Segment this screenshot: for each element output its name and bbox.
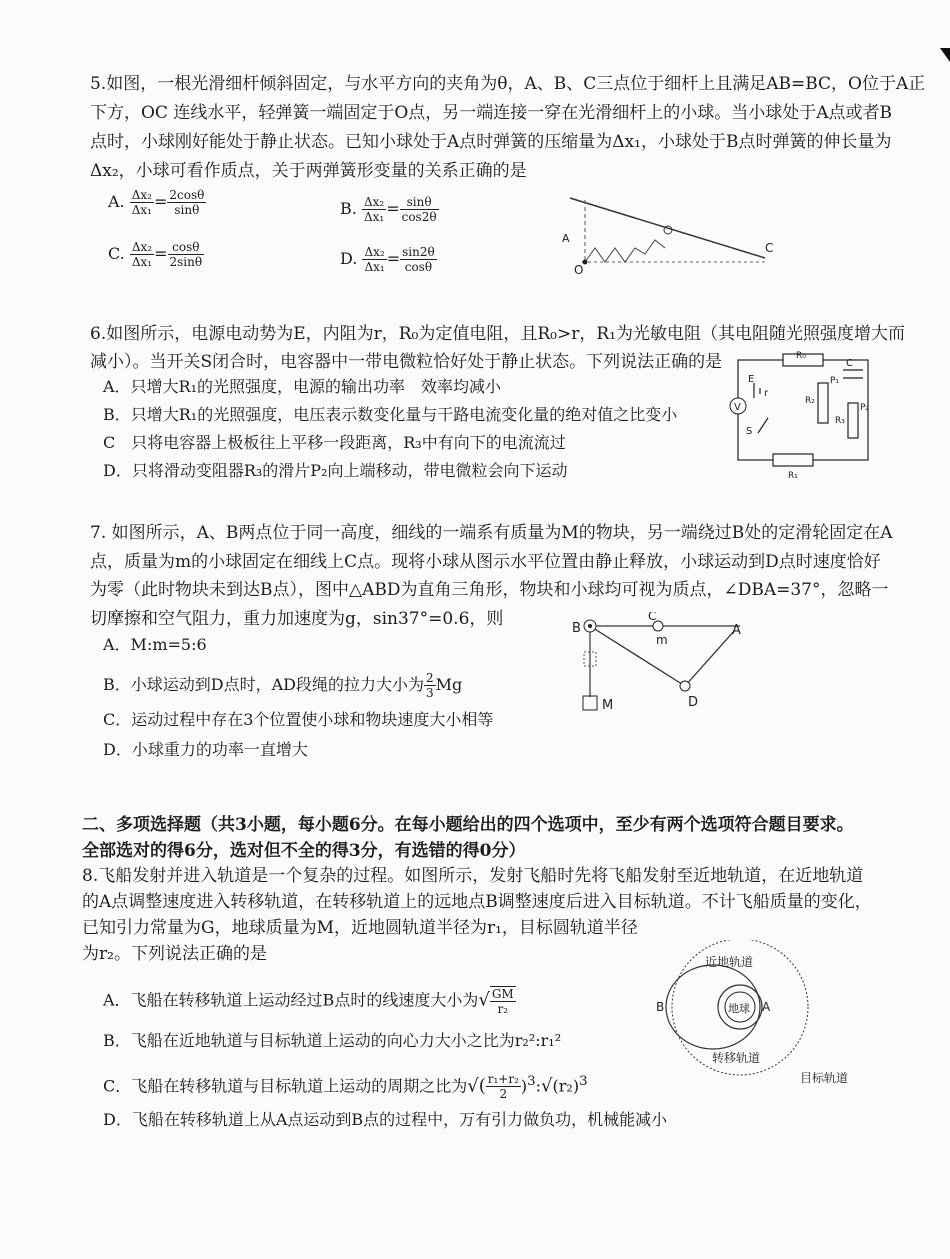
q7-line-4: 切摩擦和空气阻力，重力加速度为g，sin37°=0.6，则 — [90, 609, 504, 629]
q5-line-4: Δx₂，小球可看作质点，关于两弹簧形变量的关系正确的是 — [90, 161, 527, 181]
q6-label-r0: R₀ — [796, 351, 806, 361]
q8-line-1: 8.飞船发射并进入轨道是一个复杂的过程。如图所示，发射飞船时先将飞船发射至近地轨道，在近地轨道 — [82, 866, 864, 886]
q5-option-b: B. $\frac{\text{Δx₂}}{\text{Δx₁}}$ = $\frac{\sin\theta}{\cos 2\theta}$ — [340, 195, 437, 224]
q6-label-p2: P₂ — [860, 403, 870, 413]
q8-option-c: C．飞船在转移轨道与目标轨道上运动的周期之比为√( $\frac{\text{r₁+r₂}}{2}$ )$^3:√(r_2)^3$ — [103, 1072, 588, 1102]
q8-orbit-figure — [650, 940, 870, 1090]
section2-line-2: 全部选对的得6分，选对但不全的得3分，有选错的得0分） — [82, 841, 526, 861]
q6-line-1: 6.如图所示，电源电动势为E，内阻为r，R₀为定值电阻，且R₀>r，R₁为光敏电阻（其电阻随光照强度增大而 — [90, 324, 905, 344]
q8-label-earth: 地球 — [728, 1002, 750, 1015]
q7-label-a: A — [732, 623, 741, 638]
q5-figure — [560, 190, 780, 280]
q7-line-2: 点，质量为m的小球固定在细线上C点。现将小球从图示水平位置由静止释放，小球运动到D点时速度恰好 — [90, 552, 881, 572]
q6-label-e: E — [748, 374, 755, 385]
q6-label-r1: R₁ — [788, 471, 798, 481]
q5-line-3: 点时，小球刚好能处于静止状态。已知小球处于A点时弹簧的压缩量为Δx₁，小球处于B点时弹簧的伸长量为 — [90, 132, 892, 152]
q5-line-1: 5.如图，一根光滑细杆倾斜固定，与水平方向的夹角为θ，A、B、C三点位于细杆上且满足AB=BC，O位于A正 — [90, 74, 926, 94]
q8-line-4: 为r₂。下列说法正确的是 — [82, 944, 267, 964]
q6-label-r3: R₃ — [835, 416, 845, 426]
q6-option-c: C 只将电容器上极板往上平移一段距离，R₃中有向下的电流流过 — [103, 433, 566, 452]
q8-label-near: 近地轨道 — [705, 955, 754, 969]
q7-ball-d — [680, 681, 690, 691]
q7-label-b: B — [572, 621, 581, 636]
q6-label-r: r — [764, 388, 769, 399]
q7-option-d: D．小球重力的功率一直增大 — [103, 740, 308, 759]
q8-label-a: A — [762, 1000, 771, 1014]
q5-label-a: A — [562, 232, 570, 245]
q7-line-bd — [590, 626, 685, 686]
q7-pulley-axle — [588, 624, 592, 628]
q5-label-c: C — [765, 241, 774, 255]
section2-line-1: 二、多项选择题（共3小题，每小题6分。在每小题给出的四个选项中，至少有两个选项符合题目要求。 — [82, 815, 854, 835]
q7-option-c: C．运动过程中存在3个位置使小球和物块速度大小相等 — [103, 710, 494, 729]
q6-r1-box — [773, 454, 813, 466]
q8-label-b: B — [656, 1000, 665, 1014]
q6-label-c: C — [846, 358, 853, 369]
q7-block-m — [583, 696, 597, 710]
corner-mark — [940, 48, 950, 62]
q6-voltmeter-label: V — [734, 402, 741, 413]
q5-option-d: D. $\frac{\text{Δx₂}}{\text{Δx₁}}$ = $\frac{\sin 2\theta}{\cos\theta}$ — [340, 245, 435, 274]
q7-option-b: B．小球运动到D点时，AD段绳的拉力大小为 $\frac{2}{3}$ Mg — [103, 671, 463, 700]
q8-line-2: 的A点调整速度进入转移轨道，在转移轨道上的远地点B调整速度后进入目标轨道。不计飞船质量的变化， — [82, 892, 872, 912]
q6-switch — [758, 418, 768, 433]
q7-line-ad — [685, 630, 735, 686]
q7-option-a: A．M:m=5:6 — [103, 635, 207, 654]
q8-line-3: 已知引力常量为G，地球质量为M，近地圆轨道半径为r₁，目标圆轨道半径 — [82, 918, 638, 938]
q6-label-s: S — [746, 426, 753, 437]
q6-circuit-figure — [728, 348, 888, 483]
q6-line-2: 减小）。当开关S闭合时，电容器中一带电微粒恰好处于静止状态。下列说法正确的是 — [90, 352, 723, 372]
q7-label-m-big: M — [602, 698, 614, 713]
q7-line-3: 为零（此时物块未到达B点），图中△ABD为直角三角形，物块和小球均可视为质点，∠DBA=37°，忽略一 — [90, 580, 889, 600]
q5-spring — [585, 240, 665, 262]
q6-option-a: A．只增大R₁的光照强度，电源的输出功率 效率均减小 — [103, 377, 502, 396]
q8-option-a: A．飞船在转移轨道上运动经过B点时的线速度大小为√ $\frac{GM}{\text{r₂}}$ — [103, 987, 514, 1016]
q7-label-m-small: m — [656, 633, 668, 647]
q6-r2-box — [818, 383, 828, 423]
q6-option-d: D．只将滑动变阻器R₃的滑片P₂向上端移动，带电微粒会向下运动 — [103, 461, 568, 480]
q6-r3-box — [848, 403, 858, 438]
q5-line-2: 下方，OC 连线水平，轻弹簧一端固定于O点，另一端连接一穿在光滑细杆上的小球。当小球处于A点或者B — [90, 103, 893, 123]
q8-option-b: B．飞船在近地轨道与目标轨道上运动的向心力大小之比为r₂²:r₁² — [103, 1031, 562, 1050]
q7-label-c: C — [648, 612, 657, 623]
q8-label-transfer: 转移轨道 — [712, 1051, 761, 1065]
q5-ball — [664, 226, 672, 234]
q8-label-target: 目标轨道 — [800, 1071, 849, 1085]
q5-option-c: C. $\frac{\text{Δx₂}}{\text{Δx₁}}$ = $\frac{\cos\theta}{2\sin\theta}$ — [108, 240, 203, 269]
q7-line-1: 7. 如图所示，A、B两点位于同一高度，细线的一端系有质量为M的物块，另一端绕过B处的定滑轮固定在A — [90, 523, 893, 543]
q7-figure — [570, 612, 770, 722]
q6-label-r2: R₂ — [805, 396, 815, 406]
q8-option-d: D．飞船在转移轨道上从A点运动到B点的过程中，万有引力做负功，机械能减小 — [103, 1110, 668, 1129]
q6-option-b: B．只增大R₁的光照强度，电压表示数变化量与干路电流变化量的绝对值之比变小 — [103, 405, 678, 424]
q6-label-p1: P₁ — [830, 376, 840, 386]
q5-label-o: O — [574, 263, 584, 277]
q5-rod — [570, 198, 765, 258]
q7-label-d: D — [688, 695, 699, 710]
q5-option-a: A. $\frac{\text{Δx₂}}{\text{Δx₁}}$ = $\frac{2\cos\theta}{\sin\theta}$ — [108, 188, 205, 217]
